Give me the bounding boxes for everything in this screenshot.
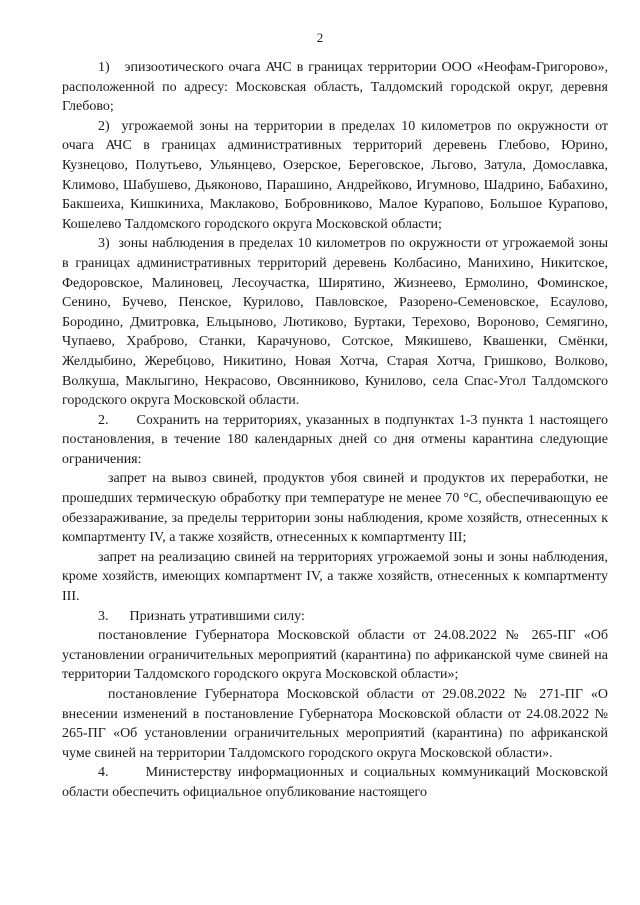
- paragraph-clause-3: 3. Признать утратившими силу:: [98, 608, 305, 624]
- paragraph-clause-2: 2. Сохранить на территориях, указанных в подпунктах 1-3 пункта 1 настоящего постановления, в течение 180 календарных дней со дня отмены карантина следующие ограничения:: [62, 412, 608, 467]
- document-body: [62, 58, 608, 803]
- paragraph-sale-ban: запрет на реализацию свиней на территориях угрожаемой зоны и зоны наблюдения, кроме хозяйств, имеющих компартмент IV, а также хозяйств, отнесенных к компартменту III.: [62, 549, 608, 605]
- paragraph-repealed-271: постановление Губернатора Московской области от 29.08.2022 № 271-ПГ «О внесении изменений в постановление Губернатора Московской области от 24.08.2022 № 265-ПГ «Об установлении ограничительных мероприятий (карантина) по африканской чуме свиней на территории Талдомского городского округа Московской области».: [62, 687, 608, 761]
- paragraph-repealed-265: постановление Губернатора Московской области от 24.08.2022 № 265-ПГ «Об установлении ограничительных мероприятий (карантина) по африканской чуме свиней на территории Талдомского городского округа Московской области»;: [62, 628, 608, 683]
- paragraph-export-ban: запрет на вывоз свиней, продуктов убоя свиней и продуктов их переработки, не прошедших термическую обработку при температуре не менее 70 °С, обеспечивающую ее обеззараживание, за пределы территории зоны наблюдения, кроме хозяйств, отнесенных к компартменту IV, а также хозяйств, отнесенных к компартменту III;: [62, 471, 608, 546]
- paragraph-item-1-3: 3) зоны наблюдения в пределах 10 километров по окружности от угрожаемой зоны в границах административных территорий деревень Колбасино, Манихино, Никитское, Федоровское, Малиновец, Лесоучастка, Ширятино, Жизнеево, Ермолино, Фоминское, Сенино, Бучево, Пенское, Курилово, Павловское, Разорено-Семеновское, Есаулово, Бородино, Дмитровка, Ельцыново, Лютиково, Буртаки, Терехово, Вороново, Семягино, Чупаево, Храброво, Станки, Карачуново, Сотское, Мякишево, Квашенки, Смёнки, Желдыбино, Жеребцово, Никитино, Новая Хотча, Старая Хотча, Гришково, Волково, Волкуша, Маклыгино, Некрасово, Овсянниково, Кунилово, села Спас-Угол Талдомского городского округа Московской области.: [62, 236, 608, 409]
- paragraph-item-1-1: 1) эпизоотического очага АЧС в границах территории ООО «Неофам-Григорово», расположенной по адресу: Московская область, Талдомский городской округ, деревня Глебово;: [62, 60, 608, 115]
- paragraph-item-1-2: 2) угрожаемой зоны на территории в пределах 10 километров по окружности от очага АЧС в границах административных территорий деревень Глебово, Юрино, Кузнецово, Полутьево, Ульянцево, Озерское, Береговское, Льгово, Затула, Домославка, Климово, Шабушево, Дьяконово, Парашино, Андрейково, Игумново, Шадрино, Бабахино, Бакшеиха, Кишкиниха, Маклаково, Бобровниково, Малое Курапово, Большое Курапово, Кошелево Талдомского городского округа Московской области;: [62, 118, 608, 232]
- page-number: 2: [316, 30, 324, 45]
- paragraph-clause-4: 4. Министерству информационных и социальных коммуникаций Московской области обеспечить официальное опубликование настоящего: [62, 765, 608, 800]
